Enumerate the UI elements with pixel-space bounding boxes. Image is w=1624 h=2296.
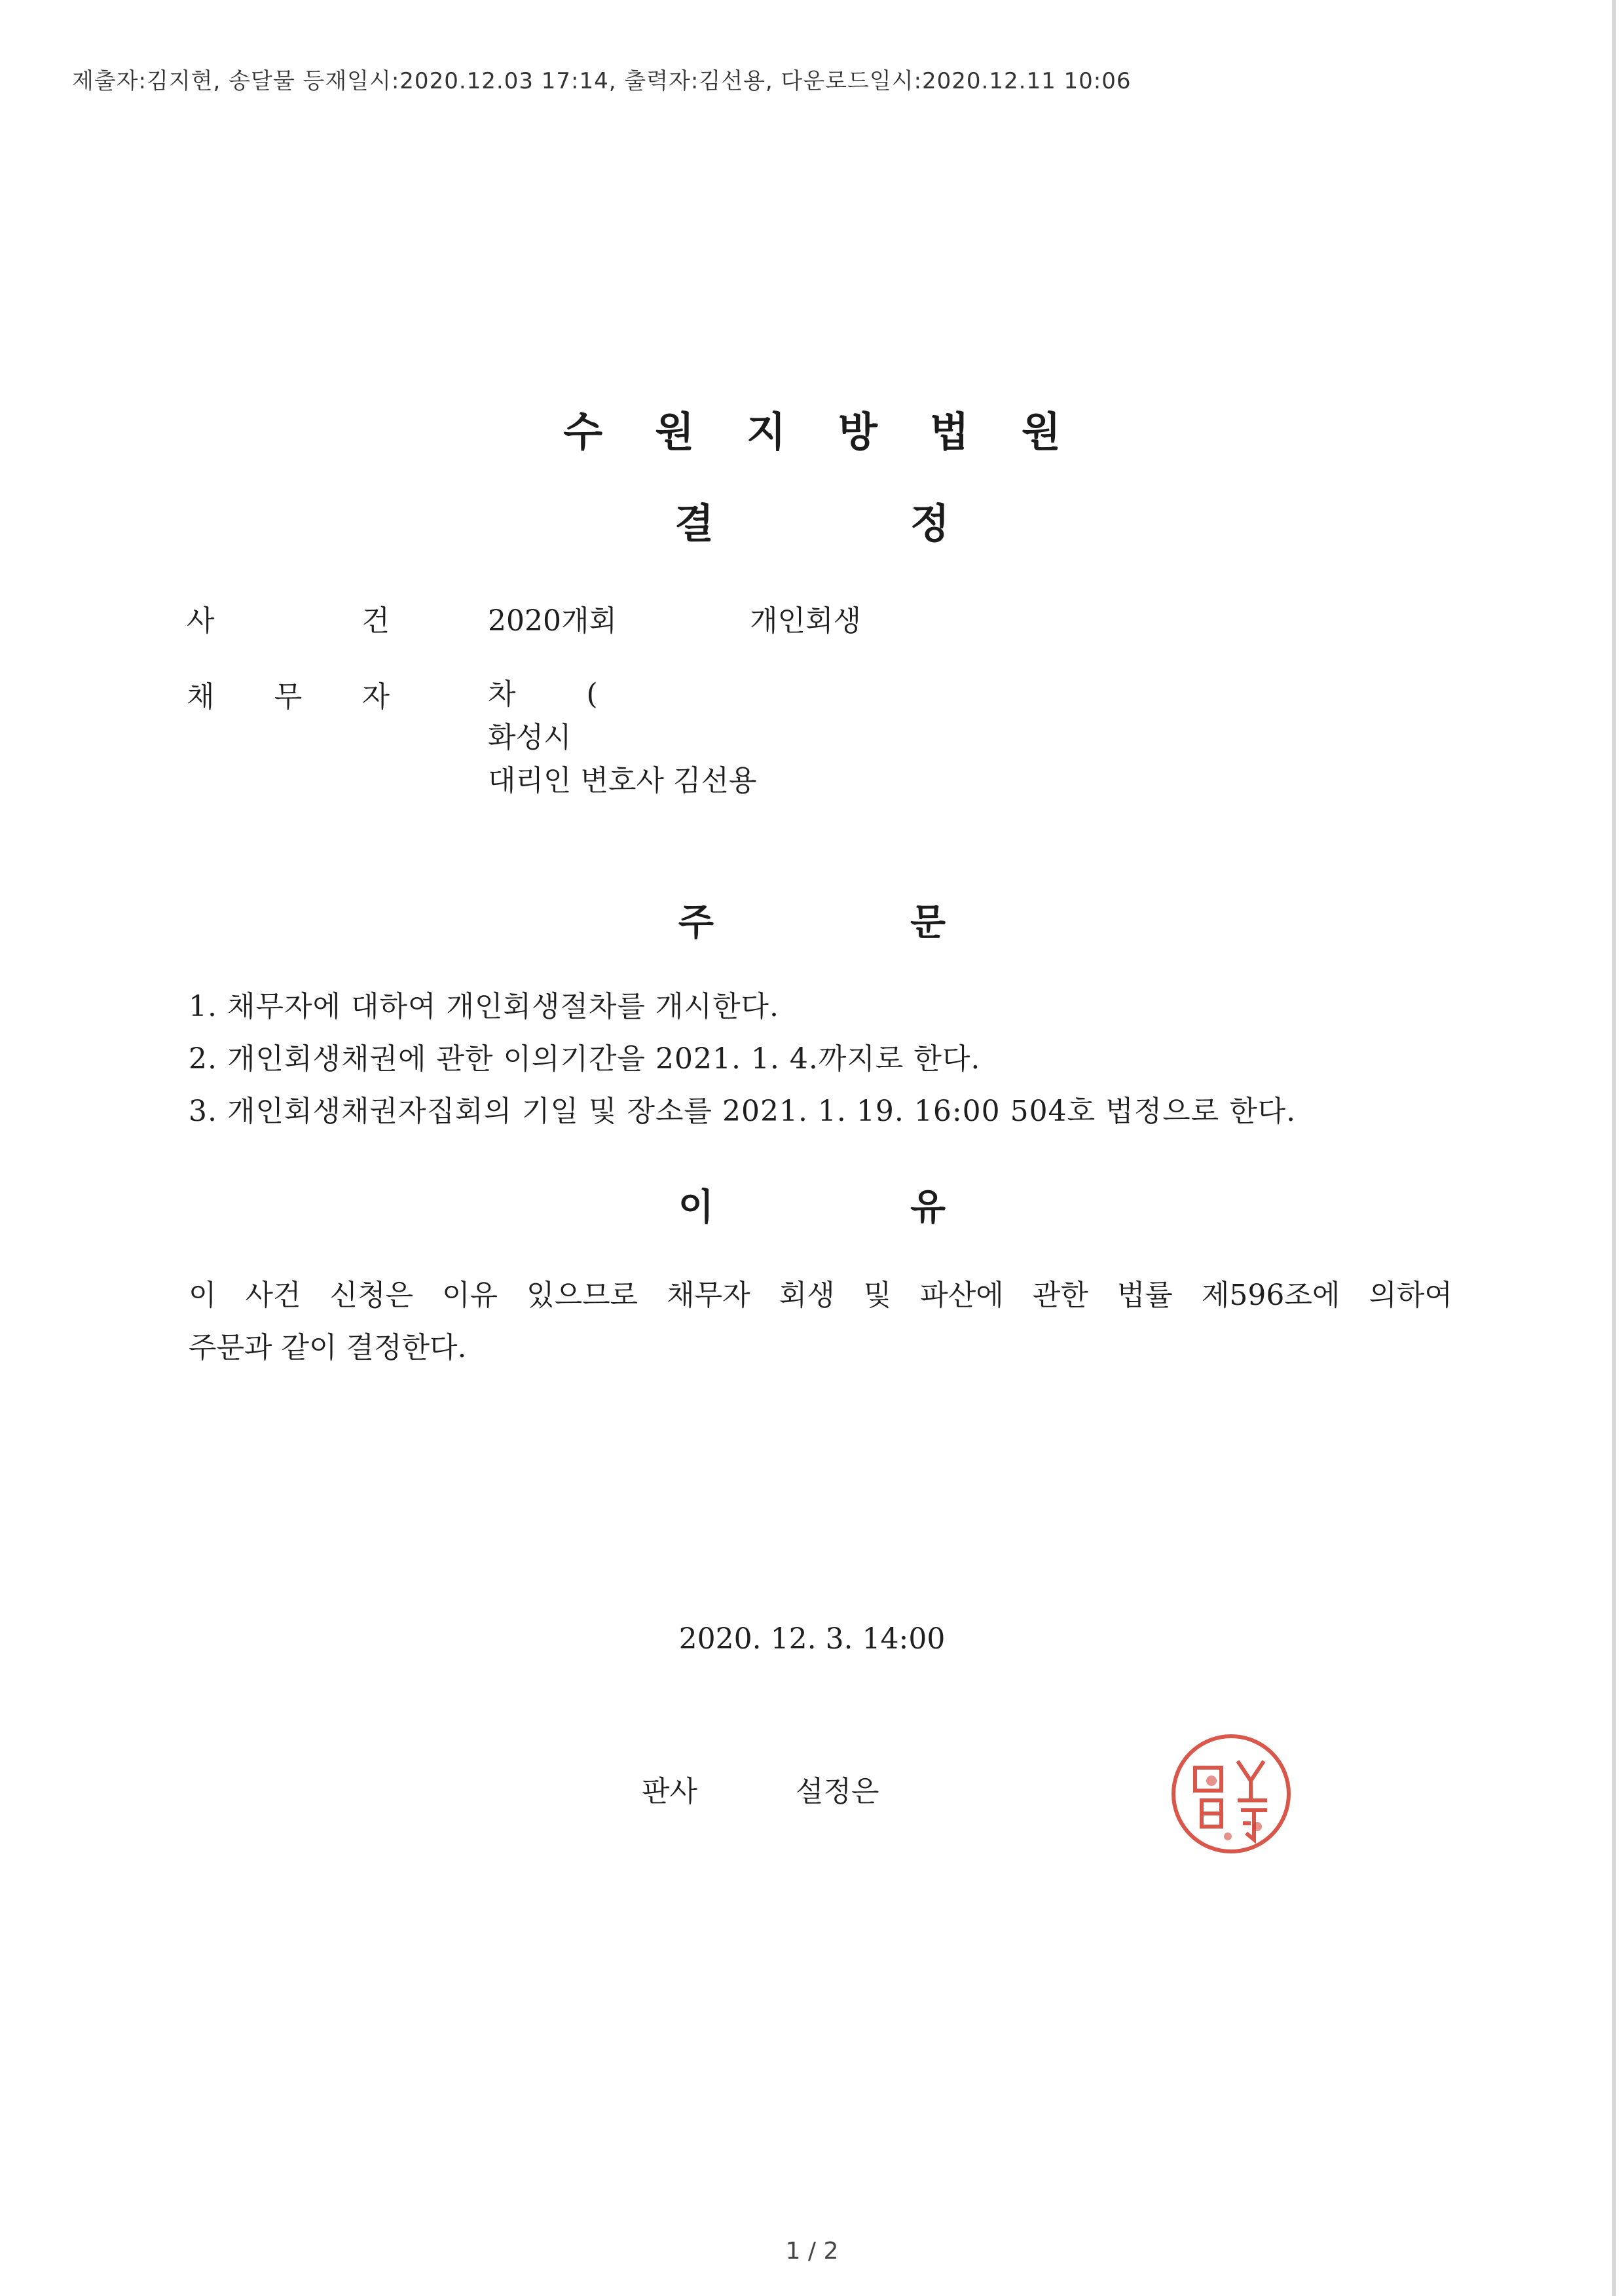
reason-word: 및: [863, 1279, 892, 1312]
reason-word: 있으므로: [526, 1279, 638, 1312]
reason-word: 의하여: [1369, 1279, 1452, 1312]
debtor-label: [187, 673, 390, 715]
reason-word: 채무자: [667, 1279, 750, 1312]
order-item: 1. 채무자에 대하여 개인회생절차를 개시한다.: [189, 990, 779, 1023]
order-title-char: 주: [678, 902, 714, 944]
judge-name: 설정은: [796, 1775, 879, 1808]
debtor-label-char: 무: [274, 680, 303, 714]
order-title-char: 문: [910, 902, 946, 944]
case-label: [187, 597, 390, 639]
debtor-paren: (: [586, 678, 598, 711]
case-label-char: 건: [361, 604, 390, 638]
court-name: [0, 399, 1624, 458]
case-number: 2020개회: [488, 604, 617, 638]
reason-word: 신청은: [329, 1279, 414, 1312]
order-item: 3. 개인회생채권자집회의 기일 및 장소를 2021. 1. 19. 16:00 504호 법정으로 한다.: [189, 1095, 1297, 1128]
reason-word: 이유: [442, 1279, 498, 1312]
reason-text: [189, 1274, 1452, 1379]
court-name-char: 법: [929, 408, 969, 456]
reason-word: 이: [189, 1279, 217, 1312]
reason-word: 제596조에: [1201, 1279, 1340, 1312]
court-seal-icon: [1166, 1728, 1297, 1859]
debtor-label-char: 자: [361, 680, 390, 714]
document-title: [0, 491, 1624, 550]
reason-section-title: [0, 1178, 1624, 1231]
title-char: 정: [910, 500, 950, 547]
debtor-representative: 대리인 변호사 김선용: [488, 764, 757, 797]
debtor-name-line: [488, 673, 757, 716]
order-section-title: [0, 894, 1624, 946]
court-name-char: 방: [838, 408, 877, 456]
judge-title: 판사: [642, 1775, 698, 1808]
debtor-details: [488, 673, 757, 803]
reason-word: 법률: [1116, 1279, 1173, 1312]
court-name-char: 지: [747, 408, 786, 456]
reason-word: 회생: [779, 1279, 835, 1312]
reason-word: 파산에: [920, 1279, 1004, 1312]
scan-edge-line: [1612, 0, 1616, 2296]
submission-info: 제출자:김지현, 송달물 등재일시:2020.12.03 17:14, 출력자:김선용, 다운로드일시:2020.12.11 10:06: [72, 68, 1132, 94]
court-name-char: 수: [563, 408, 603, 456]
decision-date: 2020. 12. 3. 14:00: [678, 1622, 946, 1656]
case-type: 개인회생: [750, 604, 862, 638]
reason-word: 사건: [245, 1279, 301, 1312]
reason-title-char: 이: [678, 1186, 714, 1229]
case-label-char: 사: [187, 604, 215, 638]
court-name-char: 원: [655, 408, 695, 456]
debtor-address: 화성시: [488, 721, 572, 754]
reason-word: 관한: [1032, 1279, 1088, 1312]
order-list: [189, 985, 1296, 1142]
page-number: 1 / 2: [785, 2238, 839, 2265]
reason-line-2: 주문과 같이 결정한다.: [189, 1331, 467, 1364]
reason-line-1: [189, 1274, 1452, 1326]
judge-signature-line: [642, 1768, 879, 1810]
debtor-label-char: 채: [187, 680, 215, 714]
court-name-char: 원: [1021, 408, 1061, 456]
reason-title-char: 유: [910, 1186, 946, 1229]
title-char: 결: [674, 500, 714, 547]
debtor-name: 차: [488, 678, 516, 711]
order-item: 2. 개인회생채권에 관한 이의기간을 2021. 1. 4.까지로 한다.: [189, 1042, 981, 1076]
